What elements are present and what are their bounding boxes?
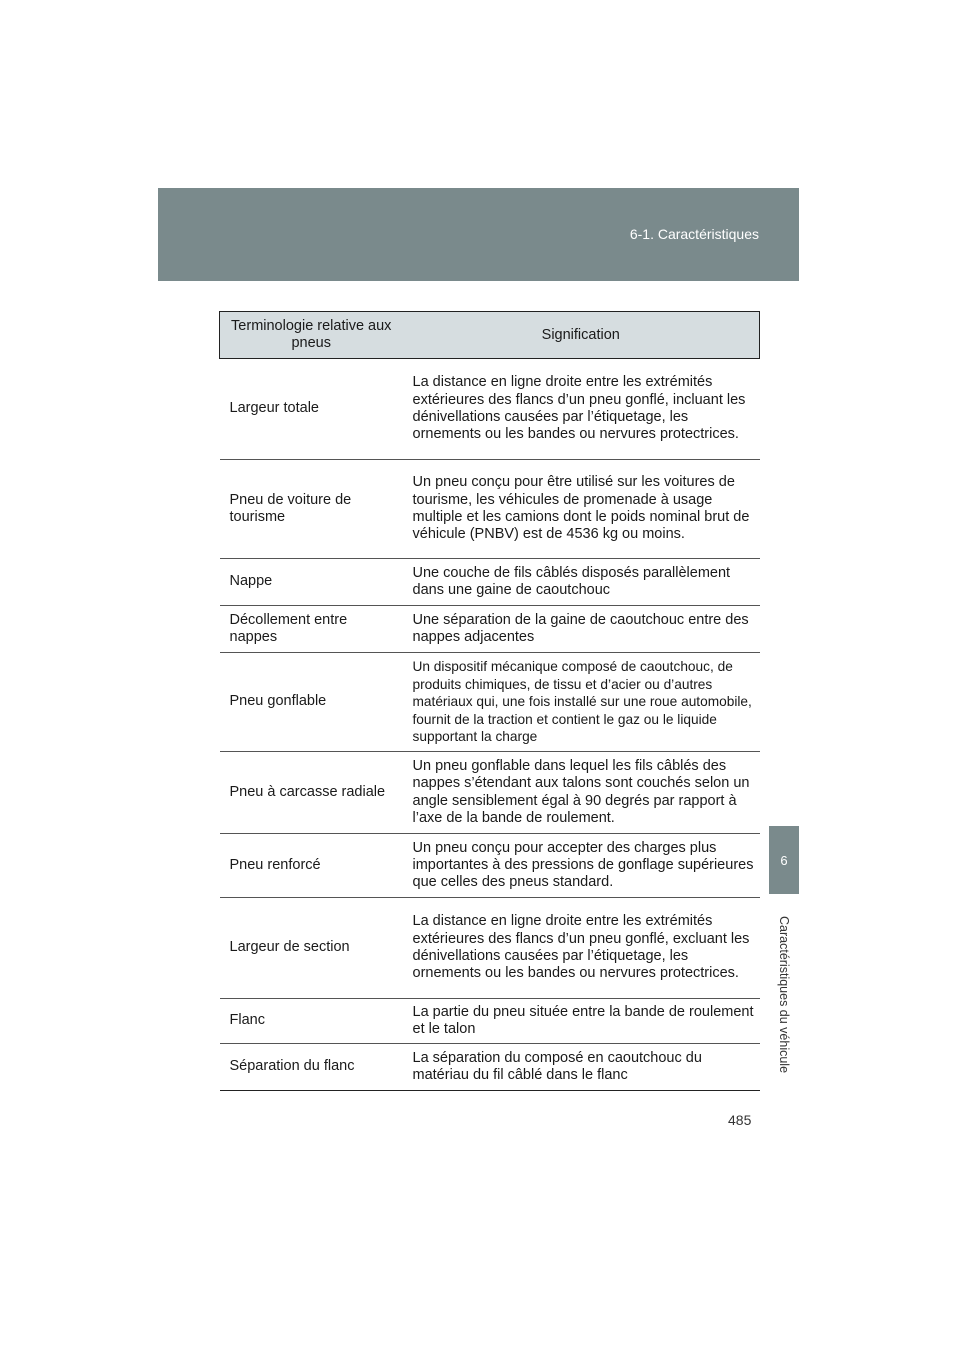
chapter-number: 6 [780,852,788,868]
page-number: 485 [728,1112,752,1128]
header-meaning: Signification [403,312,760,359]
term-cell: Largeur de section [220,898,403,999]
chapter-label [770,900,798,1090]
term-cell: Nappe [220,559,403,606]
table-row [220,834,760,898]
term-cell: Pneu renforcé [220,834,403,898]
meaning-cell: Un dispositif mécanique composé de caoutchouc, de produits chimiques, de tissu et d’acier ou d’autres matériaux qui, une fois installé sur une roue automobile, fournit de la traction et contient le gaz ou le liquide supportant la charge [403,653,760,752]
table-row [220,999,760,1044]
chapter-label-text: Caractéristiques du véhicule [777,916,791,1074]
table-row [220,359,760,460]
term-cell: Décollement entre nappes [220,606,403,653]
chapter-tab [769,826,799,894]
header-term: Terminologie relative aux pneus [220,312,403,359]
meaning-cell: La partie du pneu située entre la bande de roulement et le talon [403,999,760,1044]
meaning-cell: La distance en ligne droite entre les extrémités extérieures des flancs d’un pneu gonflé, excluant les dénivellations causées par l’étiquetage, les ornements ou les bandes ou nervures protectrices. [403,898,760,999]
table-row [220,559,760,606]
meaning-cell: Un pneu conçu pour être utilisé sur les voitures de tourisme, les véhicules de promenade à usage multiple et les camions dont le poids nominal brut de véhicule (PNBV) est de 4536 kg ou moins. [403,460,760,559]
section-title: 6-1. Caractéristiques [629,226,759,242]
meaning-cell: Un pneu gonflable dans lequel les fils câblés des nappes s’étendant aux talons sont couchés selon un angle sensiblement égal à 90 degrés par rapport à l’axe de la bande de roulement. [403,752,760,834]
term-cell: Pneu à carcasse radiale [220,752,403,834]
meaning-cell: La distance en ligne droite entre les extrémités extérieures des flancs d’un pneu gonflé, incluant les dénivellations causées par l’étiquetage, les ornements ou les bandes ou nervures protectrices. [403,359,760,460]
table-row [220,1044,760,1091]
table-row [220,752,760,834]
tire-terminology-table [219,311,760,1091]
term-cell: Séparation du flanc [220,1044,403,1091]
term-cell: Flanc [220,999,403,1044]
table-row [220,653,760,752]
term-cell: Largeur totale [220,359,403,460]
table-row [220,606,760,653]
meaning-cell: Une couche de fils câblés disposés parallèlement dans une gaine de caoutchouc [403,559,760,606]
meaning-cell: Un pneu conçu pour accepter des charges plus importantes à des pressions de gonflage supérieures que celles des pneus standard. [403,834,760,898]
table-row [220,898,760,999]
table-row [220,460,760,559]
term-cell: Pneu de voiture de tourisme [220,460,403,559]
header-band [158,188,799,281]
meaning-cell: Une séparation de la gaine de caoutchouc entre des nappes adjacentes [403,606,760,653]
table-header-row [220,312,760,359]
term-cell: Pneu gonflable [220,653,403,752]
meaning-cell: La séparation du composé en caoutchouc du matériau du fil câblé dans le flanc [403,1044,760,1091]
